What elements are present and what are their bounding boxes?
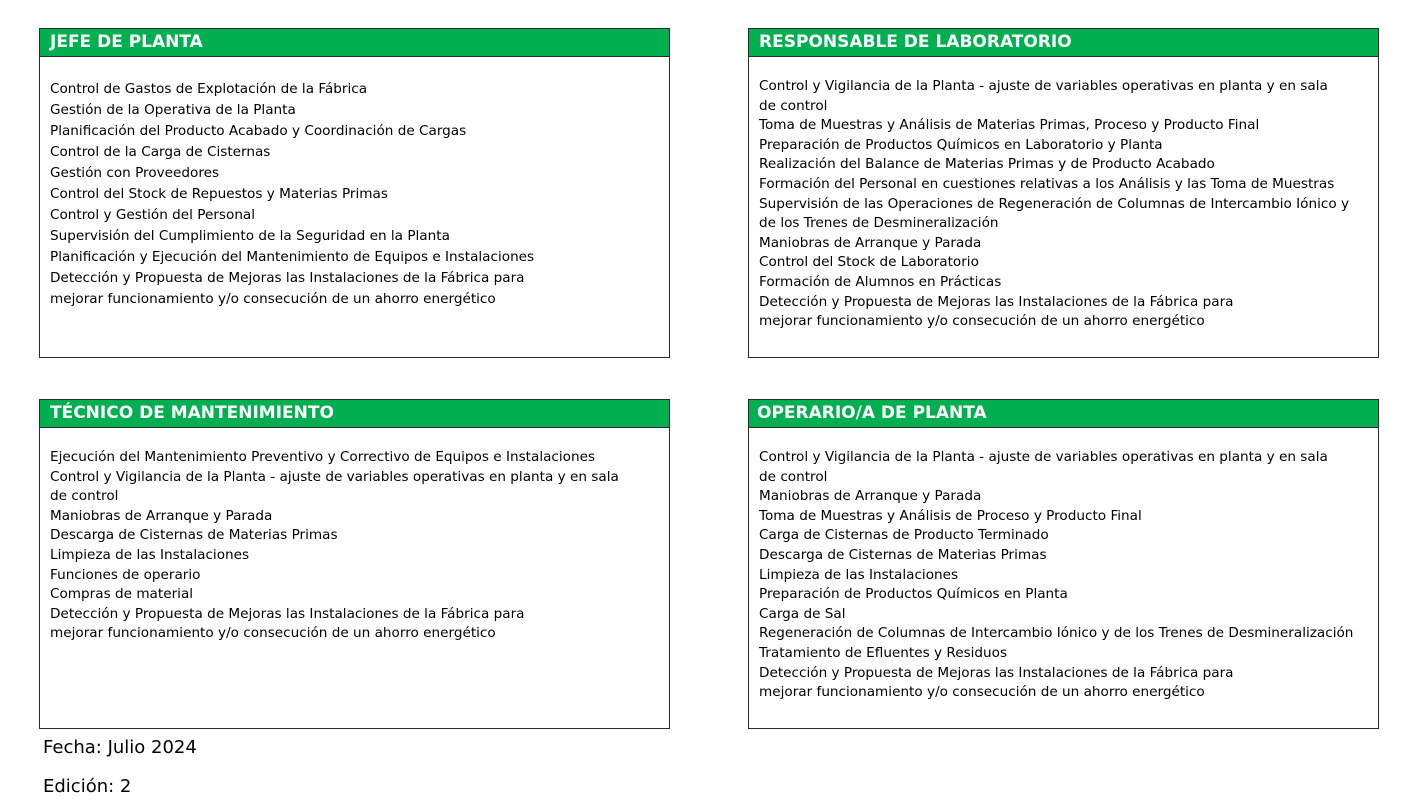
list-item: Funciones de operario [50, 566, 201, 583]
list-item: Detección y Propuesta de Mejoras las Instalaciones de la Fábrica para mejorar funcionamiento y/o consecución de un ahorro energético [50, 605, 525, 642]
card-item-list [40, 57, 669, 310]
list-item: Maniobras de Arranque y Parada [759, 488, 982, 505]
card-item-list [40, 428, 669, 644]
list-item: Formación de Alumnos en Prácticas [759, 273, 1002, 290]
list-item: Control y Vigilancia de la Planta - ajuste de variables operativas en planta y en sala de control [50, 468, 619, 505]
list-item: Control y Vigilancia de la Planta - ajuste de variables operativas en planta y en sala de control [759, 78, 1328, 114]
list-item: Limpieza de las Instalaciones [759, 566, 959, 583]
list-item: Control de la Carga de Cisternas [50, 144, 271, 160]
card-responsable-laboratorio [748, 28, 1379, 358]
list-item: Control y Gestión del Personal [50, 207, 256, 223]
document-edition: Edición: 2 [43, 776, 132, 797]
list-item: Tratamiento de Efluentes y Residuos [759, 644, 1008, 661]
list-item: Formación del Personal en cuestiones relativas a los Análisis y las Toma de Muestras [759, 175, 1335, 192]
card-title: OPERARIO/A DE PLANTA [749, 400, 1378, 428]
card-title: TÉCNICO DE MANTENIMIENTO [40, 400, 669, 428]
card-item-list [749, 428, 1378, 703]
card-item-list [749, 57, 1378, 332]
list-item: Gestión con Proveedores [50, 165, 220, 181]
list-item: Descarga de Cisternas de Materias Primas [759, 546, 1047, 563]
list-item: Gestión de la Operativa de la Planta [50, 102, 296, 118]
list-item: Descarga de Cisternas de Materias Primas [50, 527, 338, 544]
list-item: Toma de Muestras y Análisis de Materias Primas, Proceso y Producto Final [759, 117, 1260, 134]
list-item: Toma de Muestras y Análisis de Proceso y Producto Final [759, 507, 1142, 524]
list-item: Detección y Propuesta de Mejoras las Instalaciones de la Fábrica para mejorar funcionamiento y/o consecución de un ahorro energético [759, 664, 1234, 701]
card-title: RESPONSABLE DE LABORATORIO [749, 29, 1378, 57]
list-item: Control y Vigilancia de la Planta - ajuste de variables operativas en planta y en sala de control [759, 449, 1328, 485]
list-item: Compras de material [50, 586, 194, 603]
list-item: Detección y Propuesta de Mejoras las Instalaciones de la Fábrica para mejorar funcionamiento y/o consecución de un ahorro energético [50, 270, 525, 307]
list-item: Preparación de Productos Químicos en Planta [759, 586, 1068, 603]
list-item: Control de Gastos de Explotación de la Fábrica [50, 81, 368, 97]
list-item: Planificación y Ejecución del Mantenimiento de Equipos e Instalaciones [50, 249, 535, 265]
list-item: Control del Stock de Repuestos y Materias Primas [50, 186, 388, 202]
list-item: Detección y Propuesta de Mejoras las Instalaciones de la Fábrica para mejorar funcionamiento y/o consecución de un ahorro energético [759, 293, 1234, 330]
list-item: Supervisión del Cumplimiento de la Seguridad en la Planta [50, 228, 450, 244]
list-item: Carga de Cisternas de Producto Terminado [759, 527, 1049, 544]
list-item: Supervisión de las Operaciones de Regeneración de Columnas de Intercambio Iónico y de los Trenes de Desmineralización [759, 195, 1350, 232]
list-item: Maniobras de Arranque y Parada [50, 507, 273, 524]
document-date: Fecha: Julio 2024 [43, 737, 197, 758]
card-jefe-de-planta [39, 28, 670, 358]
list-item: Planificación del Producto Acabado y Coordinación de Cargas [50, 123, 467, 139]
list-item: Limpieza de las Instalaciones [50, 546, 250, 563]
list-item: Regeneración de Columnas de Intercambio Iónico y de los Trenes de Desmineralización [759, 625, 1354, 642]
list-item: Carga de Sal [759, 605, 846, 622]
list-item: Ejecución del Mantenimiento Preventivo y Correctivo de Equipos e Instalaciones [50, 449, 596, 465]
card-tecnico-mantenimiento [39, 399, 670, 729]
list-item: Control del Stock de Laboratorio [759, 254, 979, 271]
list-item: Preparación de Productos Químicos en Laboratorio y Planta [759, 136, 1163, 153]
card-operario-de-planta [748, 399, 1379, 729]
list-item: Maniobras de Arranque y Parada [759, 234, 982, 251]
list-item: Realización del Balance de Materias Primas y de Producto Acabado [759, 156, 1215, 173]
card-title: JEFE DE PLANTA [40, 29, 669, 57]
